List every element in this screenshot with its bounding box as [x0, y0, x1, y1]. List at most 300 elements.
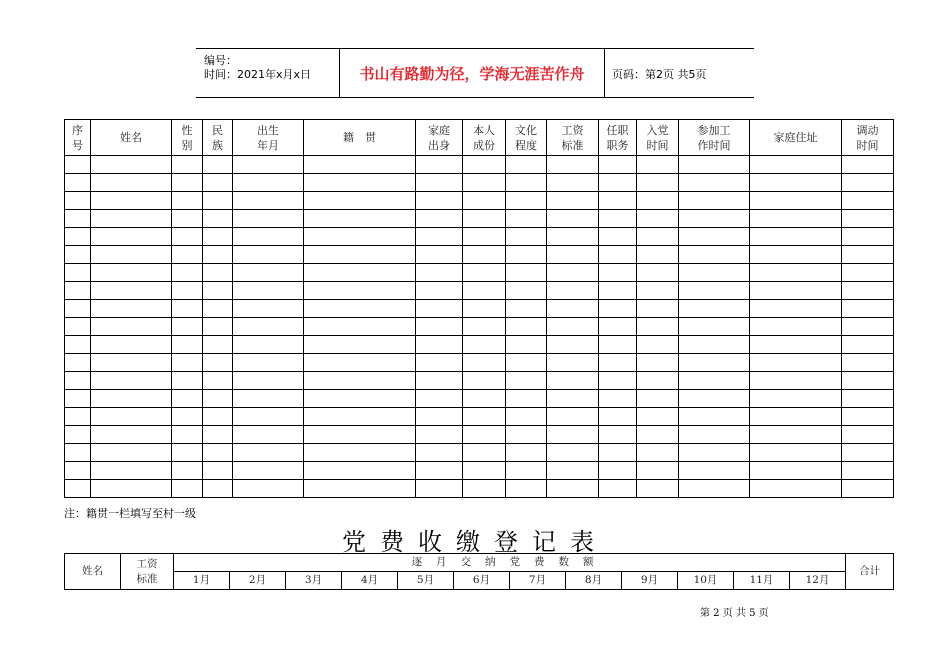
table-cell[interactable]	[599, 462, 637, 480]
table-cell[interactable]	[750, 426, 842, 444]
table-cell[interactable]	[506, 228, 547, 246]
table-cell[interactable]	[65, 228, 91, 246]
table-cell[interactable]	[91, 192, 172, 210]
table-cell[interactable]	[233, 462, 304, 480]
table-cell[interactable]	[463, 372, 506, 390]
table-cell[interactable]	[842, 408, 894, 426]
table-cell[interactable]	[547, 354, 599, 372]
table-cell[interactable]	[679, 228, 750, 246]
table-cell[interactable]	[172, 444, 203, 462]
table-cell[interactable]	[233, 228, 304, 246]
table-cell[interactable]	[65, 390, 91, 408]
table-cell[interactable]	[506, 390, 547, 408]
table-cell[interactable]	[599, 390, 637, 408]
table-cell[interactable]	[463, 210, 506, 228]
table-row	[65, 156, 894, 174]
table-cell[interactable]	[203, 444, 233, 462]
fee-month-header: 10月	[678, 572, 734, 590]
table-cell[interactable]	[637, 156, 679, 174]
table-cell[interactable]	[172, 210, 203, 228]
table-cell[interactable]	[506, 354, 547, 372]
table-cell[interactable]	[637, 264, 679, 282]
table-cell[interactable]	[463, 444, 506, 462]
table-cell[interactable]	[65, 174, 91, 192]
table-cell[interactable]	[203, 174, 233, 192]
table-cell[interactable]	[547, 156, 599, 174]
table-cell[interactable]	[304, 426, 416, 444]
table-cell[interactable]	[750, 228, 842, 246]
table-cell[interactable]	[233, 318, 304, 336]
table-cell[interactable]	[599, 480, 637, 498]
table-cell[interactable]	[203, 480, 233, 498]
table-cell[interactable]	[172, 156, 203, 174]
table-cell[interactable]	[842, 156, 894, 174]
table-cell[interactable]	[304, 480, 416, 498]
table-cell[interactable]	[547, 408, 599, 426]
table-cell[interactable]	[416, 372, 463, 390]
table-cell[interactable]	[233, 192, 304, 210]
table-cell[interactable]	[172, 300, 203, 318]
table-cell[interactable]	[750, 264, 842, 282]
table-cell[interactable]	[416, 390, 463, 408]
table-cell[interactable]	[637, 390, 679, 408]
table-cell[interactable]	[842, 480, 894, 498]
table-cell[interactable]	[463, 192, 506, 210]
table-cell[interactable]	[679, 372, 750, 390]
table-cell[interactable]	[172, 480, 203, 498]
table-cell[interactable]	[463, 264, 506, 282]
table-cell[interactable]	[547, 336, 599, 354]
table-cell[interactable]	[750, 390, 842, 408]
table-cell[interactable]	[599, 318, 637, 336]
table-cell[interactable]	[172, 282, 203, 300]
table-cell[interactable]	[65, 480, 91, 498]
table-cell[interactable]	[599, 282, 637, 300]
table-cell[interactable]	[172, 354, 203, 372]
table-cell[interactable]	[463, 300, 506, 318]
table-cell[interactable]	[637, 282, 679, 300]
table-cell[interactable]	[547, 210, 599, 228]
table-cell[interactable]	[304, 210, 416, 228]
table-cell[interactable]	[547, 264, 599, 282]
table-cell[interactable]	[172, 264, 203, 282]
table-cell[interactable]	[463, 390, 506, 408]
table-cell[interactable]	[463, 228, 506, 246]
col-header-address: 家庭住址	[750, 120, 842, 156]
table-cell[interactable]	[506, 192, 547, 210]
table-cell[interactable]	[599, 300, 637, 318]
table-cell[interactable]	[506, 264, 547, 282]
table-row	[65, 264, 894, 282]
fee-month-header: 11月	[734, 572, 790, 590]
table-cell[interactable]	[203, 300, 233, 318]
table-cell[interactable]	[679, 300, 750, 318]
table-cell[interactable]	[750, 210, 842, 228]
table-cell[interactable]	[679, 426, 750, 444]
table-cell[interactable]	[203, 210, 233, 228]
table-cell[interactable]	[304, 444, 416, 462]
table-row	[65, 174, 894, 192]
table-cell[interactable]	[65, 156, 91, 174]
table-cell[interactable]	[233, 408, 304, 426]
table-cell[interactable]	[547, 192, 599, 210]
table-cell[interactable]	[547, 246, 599, 264]
table-cell[interactable]	[463, 426, 506, 444]
table-cell[interactable]	[233, 354, 304, 372]
col-header-family-origin: 家庭 出身	[416, 120, 463, 156]
table-cell[interactable]	[842, 354, 894, 372]
table-cell[interactable]	[842, 336, 894, 354]
table-cell[interactable]	[91, 462, 172, 480]
table-cell[interactable]	[172, 174, 203, 192]
table-cell[interactable]	[65, 354, 91, 372]
table-cell[interactable]	[416, 210, 463, 228]
table-cell[interactable]	[91, 318, 172, 336]
table-cell[interactable]	[750, 480, 842, 498]
table-cell[interactable]	[750, 300, 842, 318]
table-cell[interactable]	[547, 174, 599, 192]
table-cell[interactable]	[750, 192, 842, 210]
table-cell[interactable]	[599, 246, 637, 264]
table-cell[interactable]	[304, 282, 416, 300]
table-cell[interactable]	[750, 372, 842, 390]
table-cell[interactable]	[233, 372, 304, 390]
table-cell[interactable]	[679, 336, 750, 354]
table-cell[interactable]	[233, 426, 304, 444]
table-cell[interactable]	[172, 390, 203, 408]
table-cell[interactable]	[547, 462, 599, 480]
table-cell[interactable]	[679, 282, 750, 300]
table-cell[interactable]	[599, 228, 637, 246]
table-cell[interactable]	[172, 372, 203, 390]
table-cell[interactable]	[547, 480, 599, 498]
table-cell[interactable]	[750, 246, 842, 264]
table-cell[interactable]	[416, 300, 463, 318]
table-cell[interactable]	[203, 192, 233, 210]
table-cell[interactable]	[416, 480, 463, 498]
table-cell[interactable]	[416, 318, 463, 336]
table-cell[interactable]	[416, 228, 463, 246]
table-cell[interactable]	[65, 444, 91, 462]
table-cell[interactable]	[842, 228, 894, 246]
table-cell[interactable]	[172, 336, 203, 354]
table-cell[interactable]	[172, 426, 203, 444]
col-header-transfer-date: 调动 时间	[842, 120, 894, 156]
table-cell[interactable]	[65, 408, 91, 426]
table-cell[interactable]	[679, 246, 750, 264]
table-cell[interactable]	[91, 426, 172, 444]
table-cell[interactable]	[637, 372, 679, 390]
table-cell[interactable]	[750, 156, 842, 174]
table-cell[interactable]	[506, 318, 547, 336]
table-cell[interactable]	[506, 156, 547, 174]
table-cell[interactable]	[750, 336, 842, 354]
table-cell[interactable]	[463, 282, 506, 300]
table-cell[interactable]	[463, 336, 506, 354]
table-cell[interactable]	[842, 444, 894, 462]
table-cell[interactable]	[91, 174, 172, 192]
table-cell[interactable]	[506, 210, 547, 228]
table-cell[interactable]	[506, 462, 547, 480]
table-cell[interactable]	[463, 246, 506, 264]
table-cell[interactable]	[506, 246, 547, 264]
table-cell[interactable]	[233, 444, 304, 462]
table-cell[interactable]	[233, 156, 304, 174]
table-cell[interactable]	[547, 318, 599, 336]
table-row	[65, 336, 894, 354]
table-cell[interactable]	[91, 210, 172, 228]
table-cell[interactable]	[679, 408, 750, 426]
table-cell[interactable]	[750, 318, 842, 336]
table-cell[interactable]	[203, 426, 233, 444]
table-cell[interactable]	[679, 390, 750, 408]
table-cell[interactable]	[304, 264, 416, 282]
table-cell[interactable]	[65, 300, 91, 318]
table-cell[interactable]	[203, 318, 233, 336]
table-cell[interactable]	[416, 156, 463, 174]
table-cell[interactable]	[91, 408, 172, 426]
table-cell[interactable]	[416, 426, 463, 444]
table-cell[interactable]	[203, 282, 233, 300]
table-cell[interactable]	[750, 174, 842, 192]
table-cell[interactable]	[233, 390, 304, 408]
table-cell[interactable]	[233, 174, 304, 192]
table-cell[interactable]	[637, 246, 679, 264]
document-header	[196, 48, 754, 98]
table-cell[interactable]	[637, 192, 679, 210]
table-cell[interactable]	[65, 372, 91, 390]
table-cell[interactable]	[679, 264, 750, 282]
table-cell[interactable]	[679, 354, 750, 372]
table-cell[interactable]	[599, 156, 637, 174]
table-cell[interactable]	[637, 318, 679, 336]
table-cell[interactable]	[750, 444, 842, 462]
table-cell[interactable]	[599, 174, 637, 192]
table-cell[interactable]	[506, 300, 547, 318]
table-cell[interactable]	[463, 318, 506, 336]
table-cell[interactable]	[637, 444, 679, 462]
table-cell[interactable]	[679, 318, 750, 336]
table-cell[interactable]	[172, 228, 203, 246]
table-cell[interactable]	[91, 480, 172, 498]
table-cell[interactable]	[416, 174, 463, 192]
table-cell[interactable]	[599, 264, 637, 282]
table-cell[interactable]	[679, 444, 750, 462]
table-cell[interactable]	[91, 444, 172, 462]
table-cell[interactable]	[750, 462, 842, 480]
table-cell[interactable]	[637, 300, 679, 318]
table-cell[interactable]	[547, 300, 599, 318]
table-cell[interactable]	[233, 282, 304, 300]
table-cell[interactable]	[599, 408, 637, 426]
table-cell[interactable]	[637, 228, 679, 246]
table-cell[interactable]	[416, 354, 463, 372]
table-cell[interactable]	[203, 372, 233, 390]
table-cell[interactable]	[304, 408, 416, 426]
table-cell[interactable]	[203, 336, 233, 354]
table-cell[interactable]	[91, 354, 172, 372]
table-cell[interactable]	[463, 408, 506, 426]
table-cell[interactable]	[304, 228, 416, 246]
table-cell[interactable]	[91, 282, 172, 300]
table-cell[interactable]	[750, 408, 842, 426]
table-cell[interactable]	[637, 210, 679, 228]
table-cell[interactable]	[599, 426, 637, 444]
table-cell[interactable]	[91, 246, 172, 264]
table-cell[interactable]	[65, 318, 91, 336]
table-cell[interactable]	[233, 210, 304, 228]
table-cell[interactable]	[91, 390, 172, 408]
table-cell[interactable]	[506, 480, 547, 498]
table-cell[interactable]	[304, 354, 416, 372]
table-cell[interactable]	[547, 390, 599, 408]
col-header-wage: 工资 标准	[547, 120, 599, 156]
table-cell[interactable]	[304, 192, 416, 210]
table-cell[interactable]	[304, 174, 416, 192]
table-cell[interactable]	[203, 228, 233, 246]
table-cell[interactable]	[463, 480, 506, 498]
table-cell[interactable]	[233, 264, 304, 282]
table-cell[interactable]	[679, 174, 750, 192]
table-cell[interactable]	[842, 282, 894, 300]
table-cell[interactable]	[842, 264, 894, 282]
table-cell[interactable]	[506, 336, 547, 354]
table-cell[interactable]	[463, 462, 506, 480]
table-cell[interactable]	[750, 354, 842, 372]
fee-wage-header: 工资 标准	[121, 554, 174, 590]
table-cell[interactable]	[65, 426, 91, 444]
table-cell[interactable]	[91, 372, 172, 390]
table-cell[interactable]	[750, 282, 842, 300]
table-cell[interactable]	[547, 444, 599, 462]
table-cell[interactable]	[416, 462, 463, 480]
table-cell[interactable]	[463, 354, 506, 372]
table-cell[interactable]	[679, 156, 750, 174]
table-cell[interactable]	[506, 282, 547, 300]
table-cell[interactable]	[203, 246, 233, 264]
table-cell[interactable]	[637, 480, 679, 498]
table-cell[interactable]	[842, 174, 894, 192]
table-cell[interactable]	[679, 462, 750, 480]
table-cell[interactable]	[679, 480, 750, 498]
header-divider	[604, 49, 605, 97]
table-cell[interactable]	[233, 480, 304, 498]
table-cell[interactable]	[65, 264, 91, 282]
table-cell[interactable]	[91, 264, 172, 282]
table-cell[interactable]	[842, 462, 894, 480]
table-cell[interactable]	[172, 318, 203, 336]
table-cell[interactable]	[304, 336, 416, 354]
fee-month-header: 12月	[790, 572, 846, 590]
table-cell[interactable]	[203, 156, 233, 174]
table-cell[interactable]	[172, 408, 203, 426]
table-cell[interactable]	[842, 192, 894, 210]
table-cell[interactable]	[203, 390, 233, 408]
table-cell[interactable]	[304, 156, 416, 174]
table-cell[interactable]	[65, 210, 91, 228]
table-cell[interactable]	[506, 444, 547, 462]
table-cell[interactable]	[637, 462, 679, 480]
table-cell[interactable]	[637, 426, 679, 444]
table-cell[interactable]	[506, 372, 547, 390]
table-cell[interactable]	[304, 462, 416, 480]
table-cell[interactable]	[65, 336, 91, 354]
table-cell[interactable]	[304, 318, 416, 336]
table-cell[interactable]	[599, 192, 637, 210]
table-cell[interactable]	[91, 228, 172, 246]
table-cell[interactable]	[203, 354, 233, 372]
table-cell[interactable]	[172, 192, 203, 210]
fee-month-header: 5月	[398, 572, 454, 590]
table-cell[interactable]	[65, 462, 91, 480]
table-cell[interactable]	[203, 408, 233, 426]
table-cell[interactable]	[547, 426, 599, 444]
table-cell[interactable]	[172, 462, 203, 480]
table-cell[interactable]	[304, 372, 416, 390]
table-cell[interactable]	[842, 318, 894, 336]
table-cell[interactable]	[599, 210, 637, 228]
table-cell[interactable]	[304, 390, 416, 408]
table-cell[interactable]	[637, 174, 679, 192]
table-cell[interactable]	[65, 282, 91, 300]
table-cell[interactable]	[842, 372, 894, 390]
table-cell[interactable]	[463, 156, 506, 174]
table-cell[interactable]	[679, 210, 750, 228]
table-cell[interactable]	[203, 462, 233, 480]
table-cell[interactable]	[637, 336, 679, 354]
table-cell[interactable]	[91, 300, 172, 318]
table-cell[interactable]	[599, 336, 637, 354]
table-cell[interactable]	[637, 354, 679, 372]
table-cell[interactable]	[91, 336, 172, 354]
table-cell[interactable]	[599, 354, 637, 372]
table-cell[interactable]	[842, 210, 894, 228]
table-cell[interactable]	[842, 390, 894, 408]
table-cell[interactable]	[304, 246, 416, 264]
table-cell[interactable]	[65, 246, 91, 264]
table-cell[interactable]	[416, 444, 463, 462]
table-cell[interactable]	[304, 300, 416, 318]
table-cell[interactable]	[416, 336, 463, 354]
table-cell[interactable]	[172, 246, 203, 264]
table-cell[interactable]	[463, 174, 506, 192]
table-cell[interactable]	[547, 282, 599, 300]
table-cell[interactable]	[842, 300, 894, 318]
table-cell[interactable]	[547, 372, 599, 390]
table-cell[interactable]	[416, 192, 463, 210]
table-cell[interactable]	[233, 246, 304, 264]
table-cell[interactable]	[233, 336, 304, 354]
table-cell[interactable]	[842, 246, 894, 264]
table-cell[interactable]	[599, 444, 637, 462]
table-cell[interactable]	[416, 282, 463, 300]
table-cell[interactable]	[547, 228, 599, 246]
table-cell[interactable]	[416, 264, 463, 282]
table-cell[interactable]	[506, 174, 547, 192]
table-cell[interactable]	[416, 246, 463, 264]
table-cell[interactable]	[91, 156, 172, 174]
table-cell[interactable]	[203, 264, 233, 282]
table-cell[interactable]	[65, 192, 91, 210]
table-cell[interactable]	[637, 408, 679, 426]
table-cell[interactable]	[842, 426, 894, 444]
table-cell[interactable]	[506, 426, 547, 444]
table-cell[interactable]	[679, 192, 750, 210]
table-cell[interactable]	[233, 300, 304, 318]
table-cell[interactable]	[506, 408, 547, 426]
table-cell[interactable]	[599, 372, 637, 390]
table-cell[interactable]	[416, 408, 463, 426]
